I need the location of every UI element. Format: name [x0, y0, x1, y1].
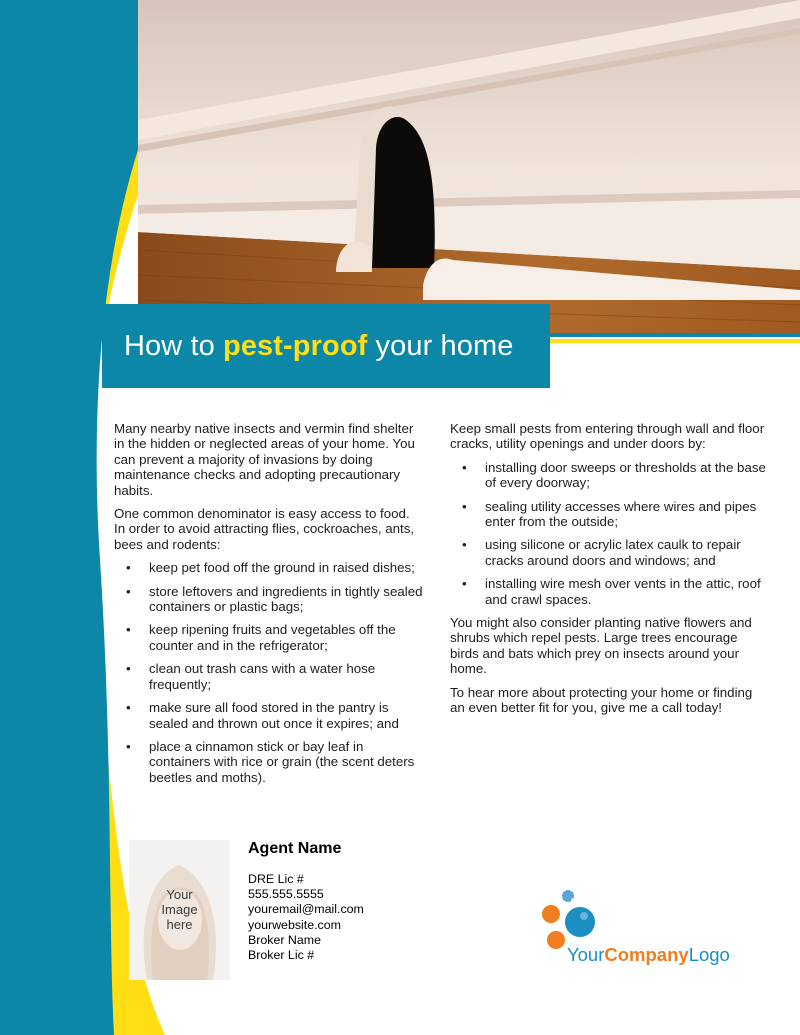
- bullet-icon: •: [126, 583, 131, 599]
- license-number: DRE Lic #: [248, 872, 304, 886]
- right-intro: Keep small pests from entering through wall and floor cracks, utility openings and under doors by:: [450, 421, 765, 452]
- list-item: • make sure all food stored in the pantry is sealed and thrown out once it expires; and: [126, 700, 399, 731]
- agent-photo: [129, 840, 230, 980]
- bullet-icon: •: [462, 498, 467, 514]
- list-item: • place a cinnamon stick or bay leaf in containers with rice or grain (the scent deters beetles and moths).: [126, 738, 415, 785]
- phone-number: 555.555.5555: [248, 887, 324, 902]
- page-title: [102, 330, 513, 363]
- list-item: • keep ripening fruits and vegetables off the counter and in the refrigerator;: [126, 622, 396, 653]
- bullet-icon: •: [126, 661, 131, 677]
- agent-name: Agent Name: [248, 840, 342, 857]
- title-highlight: pest-proof: [223, 329, 368, 362]
- list-item: • installing wire mesh over vents in the attic, roof and crawl spaces.: [462, 576, 761, 607]
- broker-name: Broker Name: [248, 932, 321, 947]
- list-item: • using silicone or acrylic latex caulk to repair cracks around doors and windows; and: [462, 537, 741, 568]
- title-suffix: your home: [367, 329, 514, 362]
- list-item: • store leftovers and ingredients in tightly sealed containers or plastic bags;: [126, 583, 423, 615]
- list-item: • sealing utility accesses where wires and pipes enter from the outside;: [462, 498, 757, 530]
- list-item: • keep pet food off the ground in raised dishes;: [126, 560, 415, 576]
- broker-license: Broker Lic #: [248, 948, 315, 963]
- list-item: • installing door sweeps or thresholds at the base of every doorway;: [462, 459, 766, 491]
- right-paragraph: To hear more about protecting your home or finding an even better fit for you, give me a call today!: [450, 684, 753, 716]
- title-prefix: How to: [124, 329, 224, 362]
- right-column: [450, 421, 768, 724]
- yellow-accent-line: [548, 339, 800, 343]
- left-paragraph: Many nearby native insects and vermin find shelter in the hidden or neglected areas of your home. You can prevent a majority of invasions by doing maintenance checks and adopting precautionary habits.: [114, 421, 415, 498]
- company-logo-text: YourCompanyLogo: [567, 944, 730, 965]
- photo-placeholder-text: Your Image here: [161, 887, 198, 932]
- left-paragraph: One common denominator is easy access to food. In order to avoid attracting flies, cockroaches, ants, bees and rodents:: [114, 506, 415, 552]
- bullet-icon: •: [126, 700, 131, 716]
- food-tips-list: [114, 560, 424, 785]
- bullet-icon: •: [462, 576, 467, 592]
- bullet-icon: •: [462, 459, 467, 475]
- title-banner: [102, 304, 550, 388]
- right-paragraph: You might also consider planting native flowers and shrubs which repel pests. Large trees encourage birds and bats which prey on insects around your home.: [450, 615, 752, 677]
- bullet-icon: •: [462, 537, 467, 553]
- teal-accent-line: [548, 333, 800, 337]
- bullet-icon: •: [126, 622, 131, 638]
- left-column: [114, 421, 424, 793]
- entry-tips-list: [450, 460, 768, 607]
- bullet-icon: •: [126, 560, 131, 576]
- list-item: • clean out trash cans with a water hose frequently;: [126, 661, 376, 692]
- email-address: youremail@mail.com: [248, 902, 364, 917]
- agent-contact-info: [248, 872, 364, 963]
- bullet-icon: •: [126, 738, 131, 754]
- hero-photo: [138, 0, 800, 333]
- website-url: yourwebsite.com: [248, 917, 341, 932]
